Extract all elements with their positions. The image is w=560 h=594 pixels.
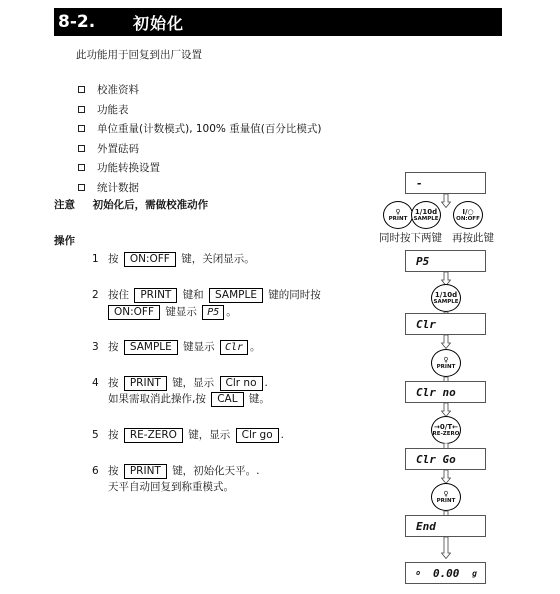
sample-button-icon: 1/10d SAMPLE	[431, 284, 461, 312]
bullet-box-icon	[78, 125, 85, 132]
print-key: PRINT	[124, 464, 167, 479]
step-4: 4 按 PRINT 键，显示 Clr no . 如果需取消此操作,按 CAL 键。	[92, 377, 270, 405]
lcd-display-p5: P5	[405, 250, 486, 272]
print-button-icon: ♀ PRINT	[431, 349, 461, 377]
list-item: 功能表	[78, 100, 321, 120]
intro-text: 此功能用于回复到出厂设置	[76, 49, 202, 61]
bullet-box-icon	[78, 86, 85, 93]
down-arrow-icon	[441, 335, 451, 349]
lcd-display-clr: Clr	[405, 313, 486, 335]
lcd-display-clr-go: Clr Go	[405, 448, 486, 470]
lcd-indicator: P5	[202, 305, 224, 320]
section-title-bar	[54, 8, 502, 36]
lcd-display-end: End	[405, 515, 486, 537]
rezero-key: RE-ZERO	[124, 428, 183, 443]
down-arrow-icon	[441, 537, 451, 559]
caption-press-both: 同时按下两键	[379, 232, 442, 244]
operations-heading: 操作	[54, 235, 75, 247]
down-arrow-icon	[441, 470, 451, 484]
lcd-indicator: Clr	[220, 340, 248, 355]
lcd-indicator: Clr no	[220, 376, 263, 391]
sample-key: SAMPLE	[124, 340, 178, 355]
print-button-icon: ♀ PRINT	[431, 483, 461, 511]
section-number: 8-2.	[58, 12, 96, 32]
down-arrow-icon	[441, 403, 451, 417]
note	[54, 197, 208, 212]
lcd-display-blank: -	[405, 172, 486, 194]
sample-key: SAMPLE	[209, 288, 263, 303]
list-item: 外置砝码	[78, 139, 321, 159]
print-key: PRINT	[134, 288, 177, 303]
onoff-button-icon: I/○ ON:OFF	[453, 201, 483, 229]
lcd-indicator: Clr go	[236, 428, 279, 443]
step-5: 5 按 RE-ZERO 键，显示 Clr go .	[92, 429, 284, 441]
bullet-box-icon	[78, 106, 85, 113]
reset-items-list	[78, 80, 321, 197]
list-item: 统计数据	[78, 178, 321, 198]
bullet-box-icon	[78, 145, 85, 152]
step-2: 2 按住 PRINT 键和 SAMPLE 键的同时按 ON:OFF 键显示 P5 。	[92, 289, 321, 318]
lcd-display-clr-no: Clr no	[405, 381, 486, 403]
lcd-display-weighing	[405, 562, 486, 584]
print-button-icon: ♀ PRINT	[383, 201, 413, 229]
weight-value: 0.00	[432, 566, 460, 580]
weight-unit: g	[472, 568, 477, 578]
bullet-box-icon	[78, 184, 85, 191]
caption-press-this: 再按此键	[452, 232, 494, 244]
step-3: 3 按 SAMPLE 键显示 Clr 。	[92, 341, 261, 353]
note-label: 注意	[54, 199, 75, 211]
onoff-key: ON:OFF	[124, 252, 176, 267]
list-item: 校准资料	[78, 80, 321, 100]
sample-button-icon: 1/10d SAMPLE	[411, 201, 441, 229]
stable-indicator: o	[416, 569, 421, 577]
step-6: 6 按 PRINT 键，初始化天平。. 天平自动回复到称重模式。	[92, 465, 260, 493]
list-item: 功能转换设置	[78, 158, 321, 178]
print-key: PRINT	[124, 376, 167, 391]
list-item: 单位重量(计数模式), 100% 重量值(百分比模式)	[78, 119, 321, 139]
rezero-button-icon: →0/T← RE-ZERO	[431, 416, 461, 444]
note-text: 初始化后，需做校准动作	[92, 199, 209, 211]
section-title: 初始化	[133, 13, 185, 33]
step-1: 1 按 ON:OFF 键，关闭显示。	[92, 253, 255, 265]
bullet-box-icon	[78, 164, 85, 171]
cal-key: CAL	[211, 392, 243, 407]
onoff-key: ON:OFF	[108, 305, 160, 320]
down-arrow-icon	[441, 194, 451, 208]
